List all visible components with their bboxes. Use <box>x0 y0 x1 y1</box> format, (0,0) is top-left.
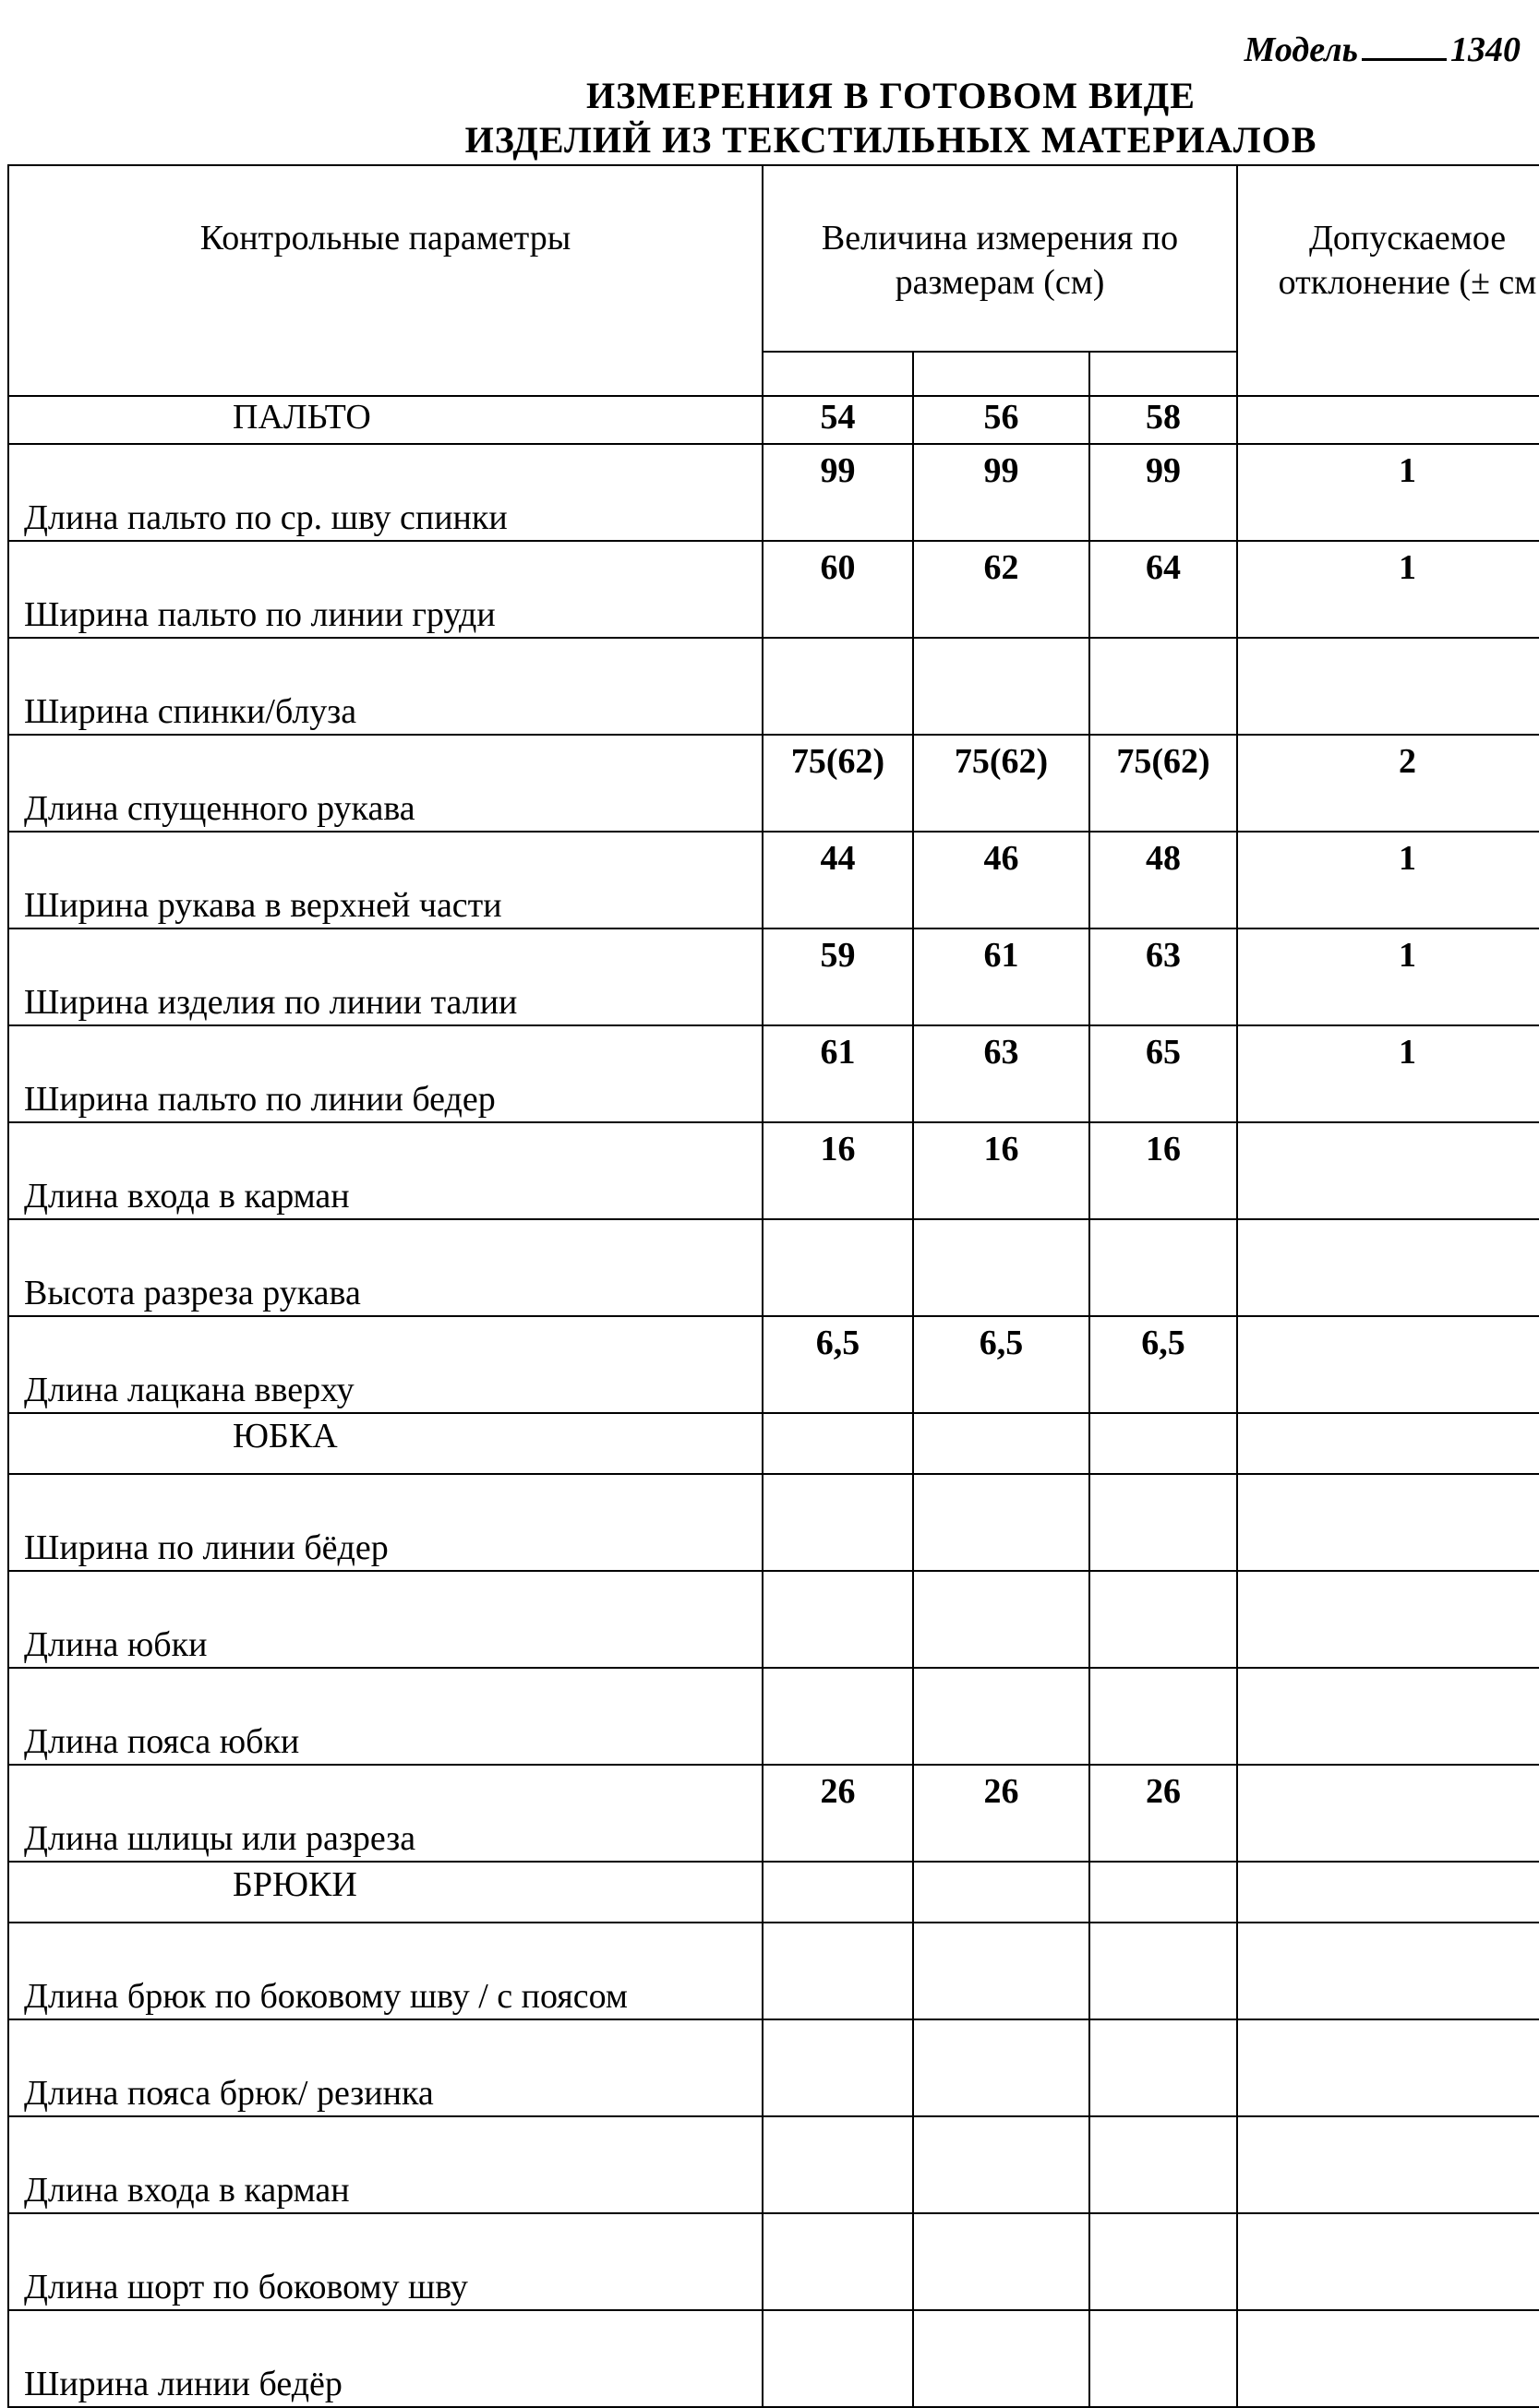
value-58-cell: 64 <box>1089 541 1237 638</box>
value-56-cell: 61 <box>913 928 1089 1025</box>
value-58-cell <box>1089 2213 1237 2310</box>
section-coat: ПАЛЬТО <box>8 396 763 444</box>
document-title-line1: ИЗМЕРЕНИЯ В ГОТОВОМ ВИДЕ <box>586 75 1196 116</box>
value-58-cell: 16 <box>1089 1122 1237 1219</box>
value-58-cell <box>1089 1571 1237 1668</box>
size-58: 58 <box>1089 396 1237 444</box>
coat-rows <box>8 444 1539 1413</box>
param-name-cell: Высота разреза рукава <box>8 1219 763 1316</box>
header-size-line2: размерам (см) <box>895 263 1105 302</box>
header-size-line1: Величина измерения по <box>821 219 1179 258</box>
param-name-cell: Ширина линии бедёр <box>8 2310 763 2407</box>
table-row <box>8 444 1539 541</box>
value-56-cell: 63 <box>913 1025 1089 1122</box>
param-name-cell: Ширина рукава в верхней части <box>8 832 763 928</box>
value-56-cell: 6,5 <box>913 1316 1089 1413</box>
table-row <box>8 735 1539 832</box>
param-name-cell: Длина входа в карман <box>8 1122 763 1219</box>
table-row <box>8 541 1539 638</box>
param-name-cell: Ширина спинки/блуза <box>8 638 763 735</box>
header-tol-line2: отклонение (± см <box>1278 263 1537 302</box>
table-row <box>8 928 1539 1025</box>
value-56-cell <box>913 1571 1089 1668</box>
tolerance-cell <box>1237 2310 1539 2407</box>
size-54: 54 <box>763 396 913 444</box>
param-name-cell: Ширина изделия по линии талии <box>8 928 763 1025</box>
tolerance-cell <box>1237 1219 1539 1316</box>
value-58-cell <box>1089 1474 1237 1571</box>
section-trousers: БРЮКИ <box>8 1862 763 1923</box>
param-name-cell: Ширина пальто по линии бедер <box>8 1025 763 1122</box>
value-58-cell: 63 <box>1089 928 1237 1025</box>
value-58-cell: 26 <box>1089 1765 1237 1862</box>
value-58-cell <box>1089 2116 1237 2213</box>
param-name-cell: Ширина пальто по линии груди <box>8 541 763 638</box>
value-58-cell <box>1089 2310 1237 2407</box>
header-tolerance <box>1237 165 1539 396</box>
tolerance-cell <box>1237 2116 1539 2213</box>
trousers-rows <box>8 1923 1539 2407</box>
size-56: 56 <box>913 396 1089 444</box>
empty-cell <box>763 1413 913 1474</box>
param-name-cell: Длина пояса юбки <box>8 1668 763 1765</box>
tolerance-cell <box>1237 1923 1539 2019</box>
value-54-cell: 99 <box>763 444 913 541</box>
value-54-cell: 61 <box>763 1025 913 1122</box>
value-54-cell: 75(62) <box>763 735 913 832</box>
tolerance-cell: 2 <box>1237 735 1539 832</box>
empty-cell <box>1237 1413 1539 1474</box>
value-58-cell <box>1089 1923 1237 2019</box>
table-row <box>8 1923 1539 2019</box>
table-row <box>8 1316 1539 1413</box>
param-name-cell: Длина юбки <box>8 1571 763 1668</box>
tolerance-cell <box>1237 638 1539 735</box>
value-56-cell <box>913 1474 1089 1571</box>
table-header-row <box>8 165 1539 352</box>
skirt-rows <box>8 1474 1539 1862</box>
value-56-cell: 99 <box>913 444 1089 541</box>
table-row <box>8 1668 1539 1765</box>
header-tol-line1: Допускаемое <box>1308 219 1507 258</box>
tolerance-cell <box>1237 2019 1539 2116</box>
table-row <box>8 832 1539 928</box>
table-row <box>8 1122 1539 1219</box>
section-skirt: ЮБКА <box>8 1413 763 1474</box>
param-name-cell: Длина брюк по боковому шву / с поясом <box>8 1923 763 2019</box>
value-56-cell: 16 <box>913 1122 1089 1219</box>
empty-cell <box>1237 1862 1539 1923</box>
value-58-cell: 99 <box>1089 444 1237 541</box>
table-row <box>8 2310 1539 2407</box>
param-name-cell: Длина спущенного рукава <box>8 735 763 832</box>
value-56-cell <box>913 1219 1089 1316</box>
table-row <box>8 638 1539 735</box>
table-row <box>8 1571 1539 1668</box>
tolerance-cell <box>1237 1571 1539 1668</box>
value-56-cell: 46 <box>913 832 1089 928</box>
value-54-cell <box>763 1219 913 1316</box>
param-name-cell: Длина пояса брюк/ резинка <box>8 2019 763 2116</box>
value-56-cell <box>913 2213 1089 2310</box>
value-56-cell <box>913 2310 1089 2407</box>
table-row <box>8 1219 1539 1316</box>
header-param: Контрольные параметры <box>8 165 763 396</box>
header-sub-cell <box>1089 352 1237 396</box>
tolerance-cell <box>1237 2213 1539 2310</box>
tolerance-cell <box>1237 1668 1539 1765</box>
section-row-trousers <box>8 1862 1539 1923</box>
tolerance-cell: 1 <box>1237 928 1539 1025</box>
value-56-cell <box>913 638 1089 735</box>
empty-cell <box>913 1413 1089 1474</box>
table-row <box>8 1765 1539 1862</box>
header-sub-cell <box>763 352 913 396</box>
value-58-cell: 65 <box>1089 1025 1237 1122</box>
value-54-cell <box>763 1668 913 1765</box>
empty-cell <box>1089 1862 1237 1923</box>
value-56-cell: 75(62) <box>913 735 1089 832</box>
param-name-cell: Длина входа в карман <box>8 2116 763 2213</box>
value-56-cell: 62 <box>913 541 1089 638</box>
size-tol-cell <box>1237 396 1539 444</box>
value-54-cell <box>763 2116 913 2213</box>
tolerance-cell: 1 <box>1237 1025 1539 1122</box>
value-54-cell: 60 <box>763 541 913 638</box>
value-54-cell <box>763 2019 913 2116</box>
value-54-cell: 16 <box>763 1122 913 1219</box>
tolerance-cell <box>1237 1122 1539 1219</box>
param-name-cell: Длина лацкана вверху <box>8 1316 763 1413</box>
value-54-cell <box>763 2310 913 2407</box>
value-58-cell <box>1089 638 1237 735</box>
value-56-cell <box>913 2019 1089 2116</box>
model-caption: Модель <box>1244 30 1358 69</box>
value-54-cell <box>763 1474 913 1571</box>
value-58-cell <box>1089 1668 1237 1765</box>
value-58-cell: 48 <box>1089 832 1237 928</box>
model-label <box>1244 30 1521 70</box>
value-54-cell: 59 <box>763 928 913 1025</box>
tolerance-cell: 1 <box>1237 832 1539 928</box>
table-row <box>8 1025 1539 1122</box>
table-row <box>8 2116 1539 2213</box>
value-54-cell <box>763 1923 913 2019</box>
table-row <box>8 1474 1539 1571</box>
param-name-cell: Длина шорт по боковому шву <box>8 2213 763 2310</box>
value-56-cell: 26 <box>913 1765 1089 1862</box>
param-name-cell: Ширина по линии бёдер <box>8 1474 763 1571</box>
value-54-cell <box>763 638 913 735</box>
header-sub-cell <box>913 352 1089 396</box>
value-58-cell: 6,5 <box>1089 1316 1237 1413</box>
empty-cell <box>1089 1413 1237 1474</box>
model-underline <box>1362 58 1447 61</box>
tolerance-cell <box>1237 1765 1539 1862</box>
tolerance-cell <box>1237 1316 1539 1413</box>
section-row-skirt <box>8 1413 1539 1474</box>
value-54-cell <box>763 1571 913 1668</box>
empty-cell <box>913 1862 1089 1923</box>
empty-cell <box>763 1862 913 1923</box>
sizes-row <box>8 396 1539 444</box>
param-name-cell: Длина пальто по ср. шву спинки <box>8 444 763 541</box>
value-58-cell: 75(62) <box>1089 735 1237 832</box>
value-58-cell <box>1089 2019 1237 2116</box>
value-56-cell <box>913 1923 1089 2019</box>
value-54-cell: 6,5 <box>763 1316 913 1413</box>
document-title-line2: ИЗДЕЛИЙ ИЗ ТЕКСТИЛЬНЫХ МАТЕРИАЛОВ <box>464 119 1317 161</box>
value-54-cell <box>763 2213 913 2310</box>
tolerance-cell: 1 <box>1237 444 1539 541</box>
tolerance-cell <box>1237 1474 1539 1571</box>
param-name-cell: Длина шлицы или разреза <box>8 1765 763 1862</box>
tolerance-cell: 1 <box>1237 541 1539 638</box>
header-size <box>763 165 1237 352</box>
value-54-cell: 26 <box>763 1765 913 1862</box>
value-54-cell: 44 <box>763 832 913 928</box>
value-56-cell <box>913 2116 1089 2213</box>
model-number: 1340 <box>1450 30 1521 69</box>
value-56-cell <box>913 1668 1089 1765</box>
value-58-cell <box>1089 1219 1237 1316</box>
table-row <box>8 2213 1539 2310</box>
measurement-table <box>7 164 1539 2408</box>
table-row <box>8 2019 1539 2116</box>
